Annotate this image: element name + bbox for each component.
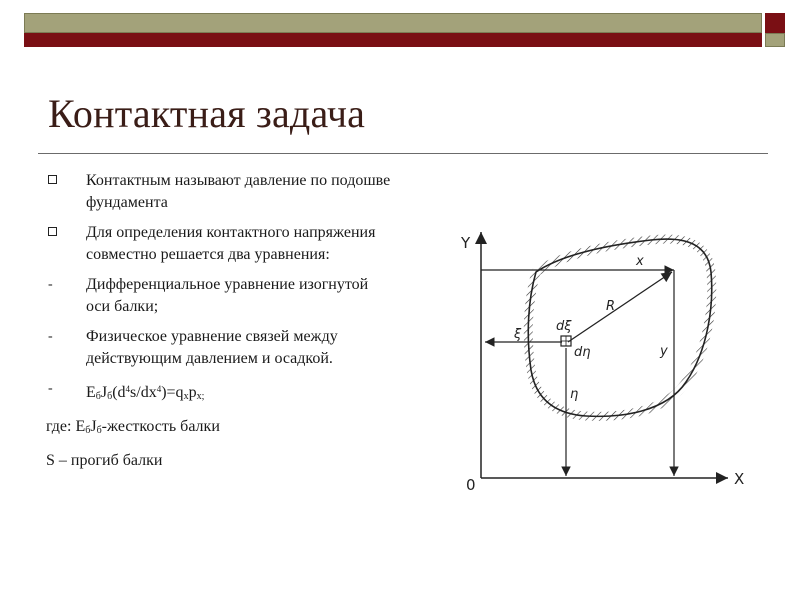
deta-label: dη	[574, 345, 591, 360]
top-band-olive	[24, 13, 762, 33]
y-label: y	[660, 344, 668, 359]
list-item	[46, 170, 396, 214]
y-axis-label: Y	[461, 234, 471, 252]
dash-bullet: -	[48, 329, 53, 344]
bullet-text: Физическое уравнение связей между действующим давлением и осадкой.	[86, 328, 338, 367]
r-label: R	[606, 299, 616, 314]
formula: $E_бJ_б(d^4s/dx^4)=q_xp_{x;}$	[86, 384, 205, 402]
bullet-text: Для определения контактного напряжения совместно решается два уравнения:	[86, 224, 376, 263]
list-item	[46, 222, 396, 266]
bullet-text: Дифференциальное уравнение изогнутой оси балки;	[86, 276, 369, 315]
corner-square-olive	[765, 33, 785, 47]
x-axis-label: X	[734, 470, 745, 488]
eta-label: η	[570, 387, 579, 402]
list-item	[46, 326, 396, 370]
deflection-note: S – прогиб балки	[46, 452, 163, 469]
top-band-maroon	[24, 33, 762, 47]
r-vector	[568, 272, 672, 342]
square-bullet-icon	[48, 227, 57, 236]
dxi-label: dξ	[556, 319, 572, 334]
stiffness-note: где: $E_бJ_б$-жесткость балки	[46, 418, 220, 436]
slide-title: Контактная задача	[48, 91, 366, 136]
list-item	[46, 274, 396, 318]
dash-bullet: -	[48, 277, 53, 292]
contact-diagram	[446, 220, 766, 500]
x-label: x	[636, 254, 644, 269]
bullet-list	[46, 170, 396, 480]
dash-bullet: -	[48, 381, 53, 396]
xi-label: ξ	[514, 327, 522, 342]
square-bullet-icon	[48, 175, 57, 184]
bullet-text: Контактным называют давление по подошве фундамента	[86, 172, 391, 211]
formula-item	[46, 378, 396, 408]
corner-square-maroon	[765, 13, 785, 33]
origin-label: 0	[466, 476, 476, 494]
title-divider	[38, 153, 768, 154]
